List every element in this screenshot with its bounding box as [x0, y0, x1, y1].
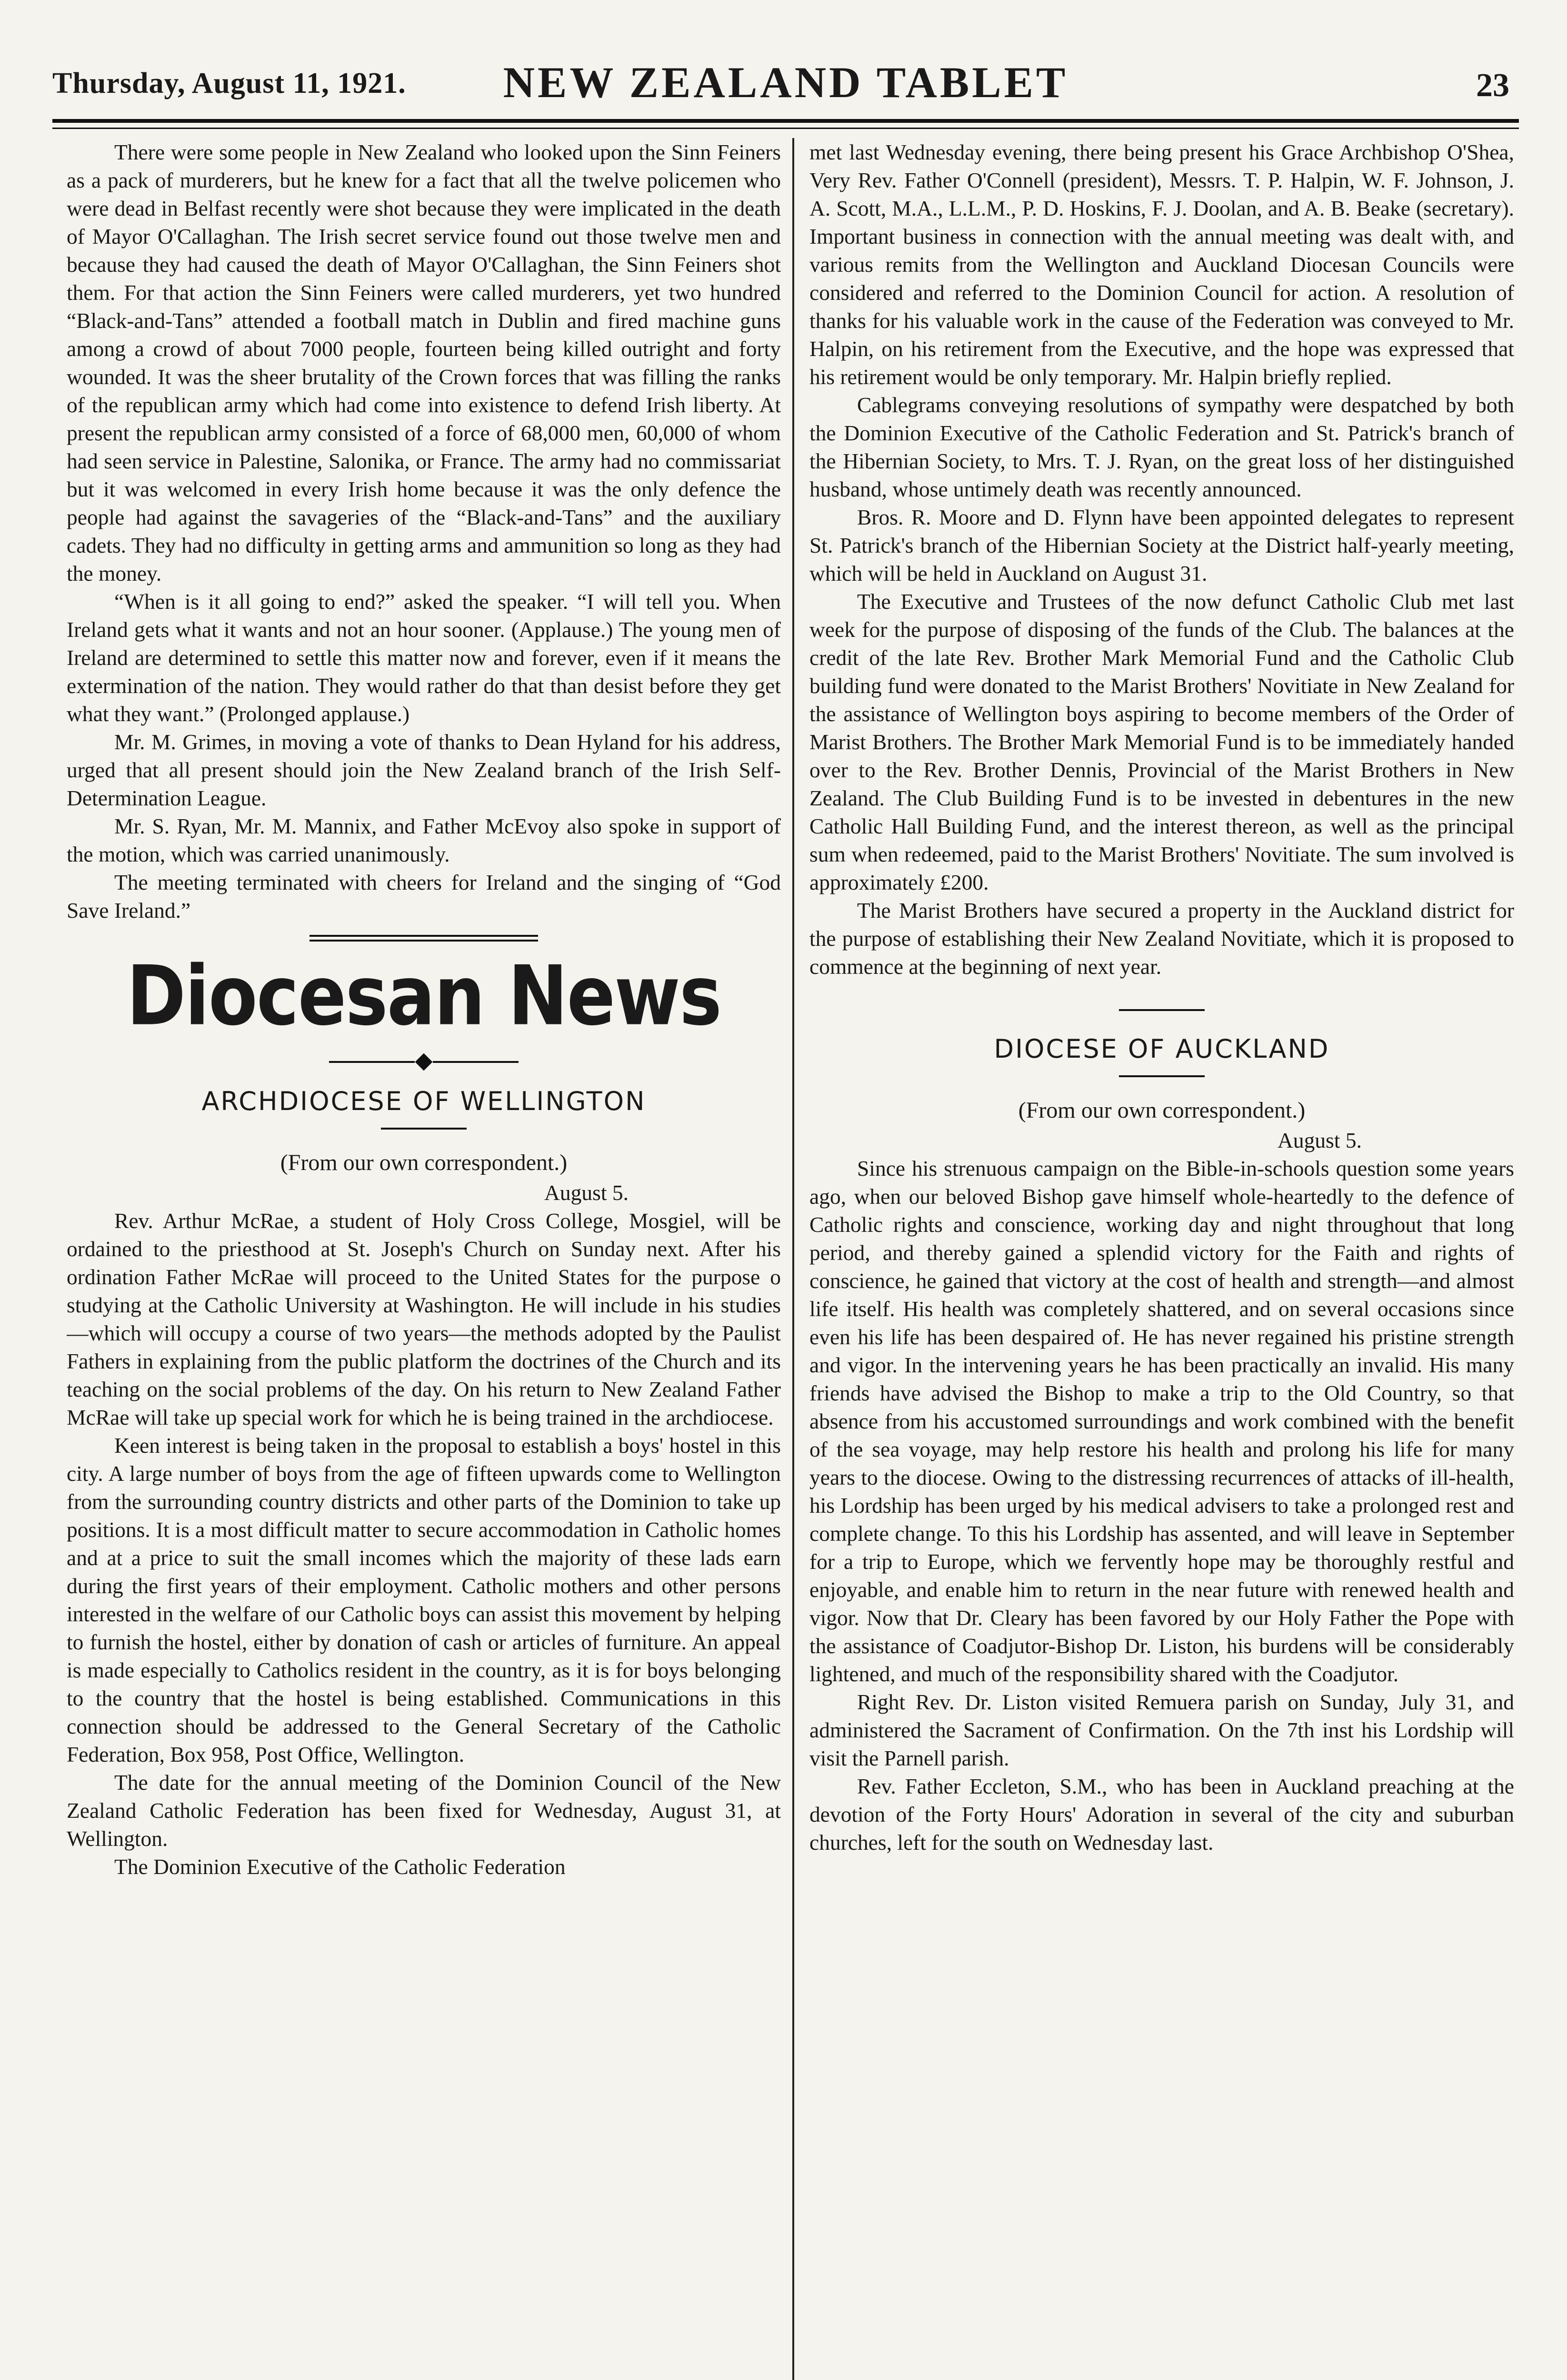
paragraph: The Executive and Trustees of the now defunct Catholic Club met last week for the purpose of disposing of the funds of the Club. The balances at the credit of the late Rev. Brother Mark Memorial Fund and the Catholic Club building fund were donated to the Marist Brothers' Novitiate in New Zealand for the assistance of Wellington boys aspiring to become members of the Order of Marist Brothers. The Brother Mark Memorial Fund is to be immediately handed over to the Rev. Brother Dennis, Provincial of the Marist Brothers in New Zealand. The Club Building Fund is to be invested in debentures in the new Catholic Hall Building Fund, and the interest thereon, as well as the principal sum when redeemed, paid to the Marist Brothers' Novitiate. The sum involved is approximately £200.	[809, 589, 1514, 894]
section-divider	[309, 935, 538, 942]
correspondent-line: (From our own correspondent.)	[280, 1150, 568, 1175]
auckland-heading: DIOCESE OF AUCKLAND	[994, 1034, 1330, 1064]
issue-date: Thursday, August 11, 1921.	[52, 67, 406, 99]
paragraph: The date for the annual meeting of the Dominion Council of the New Zealand Catholic Federation has been fixed for Wednesday, August 31, at Wellington.	[67, 1770, 781, 1851]
paragraph: “When is it all going to end?” asked the speaker. “I will tell you. When Ireland gets what it wants and not an hour sooner. (Applause.) The young men of Ireland are determined to settle this matter now and forever, even if it means the extermination of the nation. They would rather do that than desist before they get what they want.” (Prolonged applause.)	[67, 589, 781, 726]
paragraph: Cablegrams conveying resolutions of sympathy were despatched by both the Dominion Executive of the Catholic Federation and St. Patrick's branch of the Hibernian Society, to Mrs. T. J. Ryan, on the great loss of her distinguished husband, whose untimely death was recently announced.	[809, 393, 1514, 501]
header-rule-thin	[52, 128, 1519, 129]
diamond-icon	[415, 1053, 433, 1071]
left-column	[67, 138, 781, 2380]
paragraph: Keen interest is being taken in the proposal to establish a boys' hostel in this city. A large number of boys from the age of fifteen upwards come to Wellington from the surrounding country districts and other parts of the Dominion to take up positions. It is a most difficult matter to secure accommodation in Catholic homes and at a price to suit the small incomes which the majority of these lads earn during the first years of their employment. Catholic mothers and other persons interested in the welfare of our Catholic boys can assist this movement by helping to furnish the hostel, either by donation of cash or articles of furniture. An appeal is made especially to Catholics resident in the country, as it is for boys belonging to the country that the hostel is being established. Communications in this connection should be addressed to the General Secretary of the Catholic Federation, Box 958, Post Office, Wellington.	[67, 1433, 781, 1766]
wellington-heading: ARCHDIOCESE OF WELLINGTON	[201, 1086, 646, 1116]
paragraph: Mr. S. Ryan, Mr. M. Mannix, and Father McEvoy also spoke in support of the motion, which was carried unanimously.	[67, 814, 781, 866]
correspondent-line: (From our own correspondent.)	[1018, 1098, 1306, 1123]
ornament-divider	[67, 1056, 781, 1068]
paragraph: The meeting terminated with cheers for Ireland and the singing of “God Save Ireland.”	[67, 870, 781, 922]
right-column	[809, 138, 1514, 2380]
heading-rule	[381, 1128, 467, 1130]
dateline: August 5.	[544, 1180, 629, 1205]
paragraph: Since his strenuous campaign on the Bible-in-schools question some years ago, when our beloved Bishop gave himself whole-heartedly to the defence of Catholic rights and conscience, working day and night throughout that long period, and thereby gained a splendid victory for the Faith and rights of conscience, he gained that victory at the cost of health and strength—and almost life itself. His health was completely shattered, and on several occasions since even his life has been despaired of. He has never regained his pristine strength and vigor. In the intervening years he has been practically an invalid. His many friends have advised the Bishop to make a trip to the Old Country, so that absence from his accustomed surroundings and work combined with the benefit of the sea voyage, may help restore his health and prolong his life for many years to the diocese. Owing to the distressing recurrences of attacks of ill-health, his Lordship has been urged by his medical advisers to take a prolonged rest and complete change. To this his Lordship has assented, and will leave in September for a trip to Europe, which we fervently hope may be thoroughly restful and enjoyable, and enable him to return in the near future with renewed health and vigor. Now that Dr. Cleary has been favored by our Holy Father the Pope with the assistance of Coadjutor-Bishop Dr. Liston, his burdens will be considerably lightened, and much of the responsibility shared with the Coadjutor.	[809, 1156, 1514, 1686]
column-divider	[792, 138, 794, 2380]
paragraph: Rev. Arthur McRae, a student of Holy Cross College, Mosgiel, will be ordained to the priesthood at St. Joseph's Church on Sunday next. After his ordination Father McRae will proceed to the United States for the purpose o studying at the Catholic University at Washington. He will include in his studies—which will occupy a course of two years—the methods adopted by the Paulist Fathers in explaining from the public platform the doctrines of the Church and its teaching on the social problems of the day. On his return to New Zealand Father McRae will take up special work for which he is being trained in the archdiocese.	[67, 1209, 781, 1429]
dateline: August 5.	[1278, 1128, 1362, 1152]
paragraph: The Marist Brothers have secured a property in the Auckland district for the purpose of establishing their New Zealand Novitiate, which it is proposed to commence at the beginning of next year.	[809, 898, 1514, 979]
heading-rule	[1119, 1009, 1205, 1011]
page-number: 23	[1476, 67, 1509, 104]
newspaper-title: NEW ZEALAND TABLET	[503, 58, 1068, 107]
paragraph: Bros. R. Moore and D. Flynn have been appointed delegates to represent St. Patrick's branch of the Hibernian Society at the District half-yearly meeting, which will be held in Auckland on August 31.	[809, 505, 1514, 585]
heading-rule	[1119, 1075, 1205, 1077]
page-header	[52, 29, 1519, 114]
paragraph: Rev. Father Eccleton, S.M., who has been in Auckland preaching at the devotion of the Forty Hours' Adoration in several of the city and suburban churches, left for the south on Wednesday last.	[809, 1774, 1514, 1854]
paragraph: Right Rev. Dr. Liston visited Remuera parish on Sunday, July 31, and administered the Sacrament of Confirmation. On the 7th inst his Lordship will visit the Parnell parish.	[809, 1690, 1514, 1770]
paragraph: Mr. M. Grimes, in moving a vote of thanks to Dean Hyland for his address, urged that all present should join the New Zealand branch of the Irish Self-Determination League.	[67, 730, 781, 810]
paragraph: met last Wednesday evening, there being present his Grace Archbishop O'Shea, Very Rev. Father O'Connell (president), Messrs. T. P. Halpin, W. F. Johnson, J. A. Scott, M.A., L.L.M., P. D. Hoskins, F. J. Doolan, and A. B. Beake (secretary). Important business in connection with the annual meeting was dealt with, and various remits from the Wellington and Auckland Diocesan Councils were considered and referred to the Dominion Council for action. A resolution of thanks for his valuable work in the cause of the Federation was conveyed to Mr. Halpin, on his retirement from the Executive, and the hope was expressed that his retirement would be only temporary. Mr. Halpin briefly replied.	[809, 140, 1514, 389]
paragraph: There were some people in New Zealand who looked upon the Sinn Feiners as a pack of murderers, but he knew for a fact that all the twelve policemen who were dead in Belfast recently were shot because they were implicated in the death of Mayor O'Callaghan. The Irish secret service found out those twelve men and because they had caused the death of Mayor O'Callaghan, the Sinn Feiners shot them. For that action the Sinn Feiners were called murderers, yet two hundred “Black-and-Tans” attended a football match in Dublin and fired machine guns among a crowd of about 7000 people, fourteen being killed outright and forty wounded. It was the sheer brutality of the Crown forces that was filling the ranks of the republican army which had come into existence to defend Irish liberty. At present the republican army consisted of a force of 68,000 men, 60,000 of whom had seen service in Palestine, Salonika, or France. The army had no commissariat but it was welcomed in every Irish home because it was the only defence the people had against the savageries of the “Black-and-Tans” and the auxiliary cadets. They had no difficulty in getting arms and ammunition so long as they had the money.	[67, 140, 781, 585]
header-rule	[52, 119, 1519, 123]
paragraph: The Dominion Executive of the Catholic Federation	[114, 1854, 566, 1879]
section-masthead: Diocesan News	[126, 948, 721, 1044]
